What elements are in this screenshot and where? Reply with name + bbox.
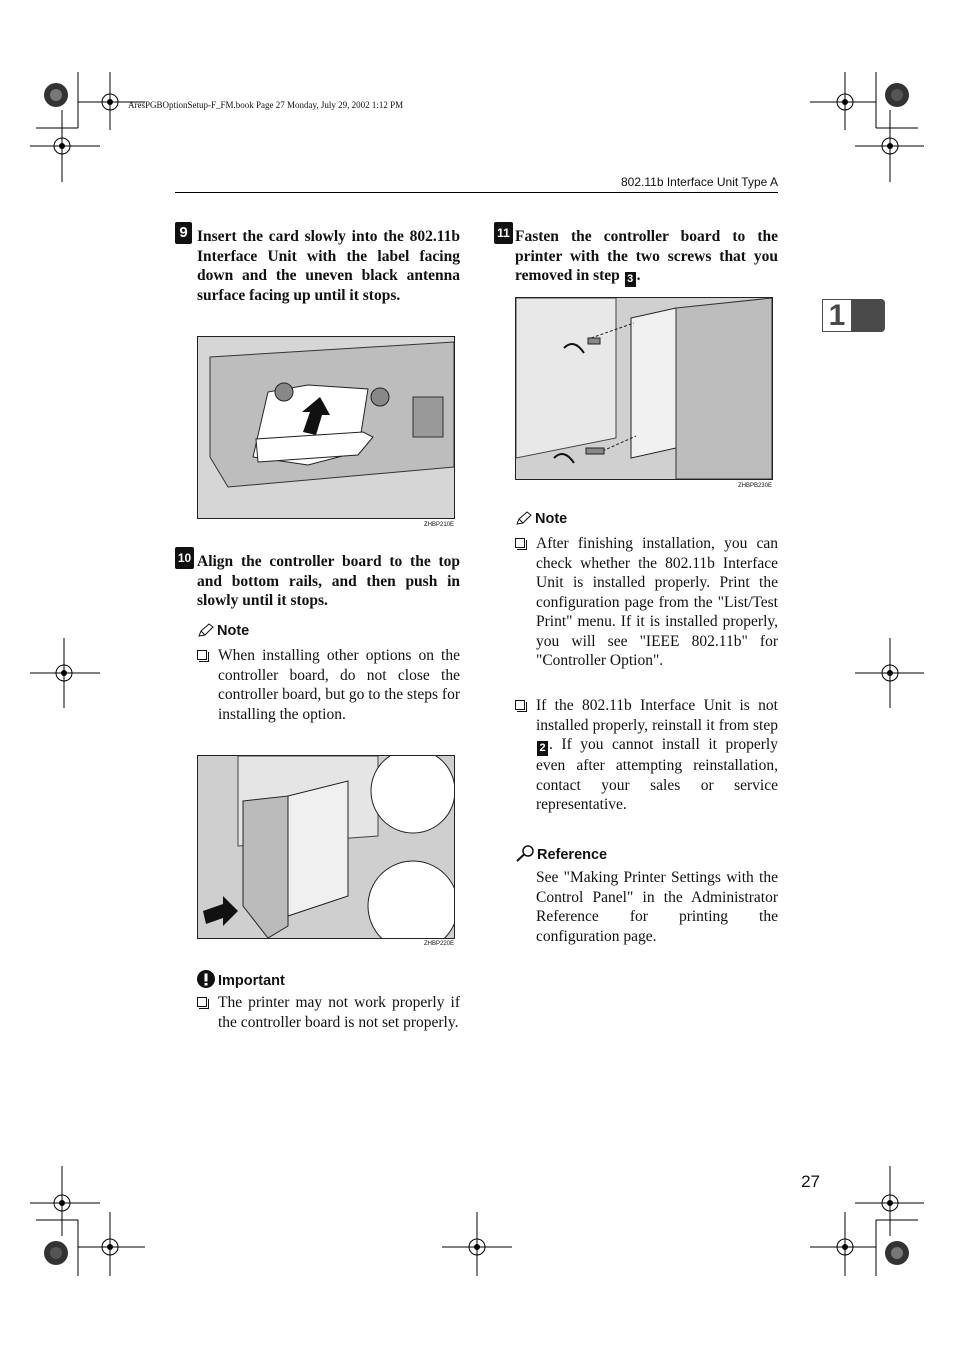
figure-controller-board	[197, 755, 455, 939]
step-9-text: Insert the card slowly into the 802.11b Interface Unit with the label facing down and the uneven black antenna surface facing up until it stops.	[197, 228, 460, 304]
note-label: Note	[535, 511, 568, 527]
note-item-2: If the 802.11b Interface Unit is not installed properly, reinstall it from step 2 . If you cannot install it properly even after attempting reinstallation, contact your sales or service representative.	[515, 696, 778, 833]
checkbox-bullet-icon	[515, 700, 525, 710]
step-9-icon: 9	[175, 222, 192, 244]
step-ref-3: 3	[625, 272, 636, 287]
checkbox-bullet-icon	[515, 538, 525, 548]
step-10-text: Align the controller board to the top and bottom rails, and then push in slowly until it stops.	[197, 553, 460, 609]
step-11-text: Fasten the controller board to the printer with the two screws that you removed in step 3 .	[515, 228, 778, 285]
header-rule	[175, 192, 778, 193]
note-label: Note	[217, 623, 250, 639]
figure-screws	[515, 297, 773, 480]
reference-label: Reference	[537, 847, 608, 863]
checkbox-bullet-icon	[197, 650, 207, 660]
figure-card-insertion	[197, 336, 455, 519]
figure-code-11: ZHBPB230E	[737, 483, 772, 489]
step-11-icon: 11	[494, 222, 513, 244]
important-item: The printer may not work properly if the controller board is not set properly.	[197, 993, 460, 1055]
reference-heading	[515, 845, 607, 863]
figure-code-10: ZHBP220E	[423, 941, 454, 947]
important-heading	[197, 970, 285, 989]
chapter-tab	[822, 299, 885, 332]
note-heading-right	[515, 511, 567, 527]
page-number: 27	[801, 1172, 820, 1191]
pencil-icon	[515, 511, 532, 526]
note-item: When installing other options on the controller board, do not close the controller board, but go to the steps for installing the option.	[197, 646, 460, 746]
step-10-icon: 10	[175, 547, 194, 569]
figure-code-9: ZHBP210E	[423, 522, 454, 528]
reference-text: See "Making Printer Settings with the Control Panel" in the Administrator Reference for printing the configuration page.	[536, 869, 778, 945]
magnifier-icon	[515, 845, 534, 862]
important-label: Important	[218, 973, 285, 989]
checkbox-bullet-icon	[197, 997, 207, 1007]
file-info: AresPGBOptionSetup-F_FM.book Page 27 Monday, July 29, 2002 1:12 PM	[128, 100, 404, 110]
pencil-icon	[197, 623, 214, 638]
note-heading-left	[197, 623, 249, 639]
section-title: 802.11b Interface Unit Type A	[621, 175, 778, 189]
note-item-1: After finishing installation, you can check whether the 802.11b Interface Unit is installed properly. Print the configuration page from the "List/Test Print" menu. If it is installed properly, you will see "IEEE 802.11b" for "Controller Option".	[515, 534, 778, 691]
chapter-number: 1	[822, 299, 852, 332]
step-ref-2: 2	[537, 741, 548, 756]
important-icon	[197, 970, 215, 988]
